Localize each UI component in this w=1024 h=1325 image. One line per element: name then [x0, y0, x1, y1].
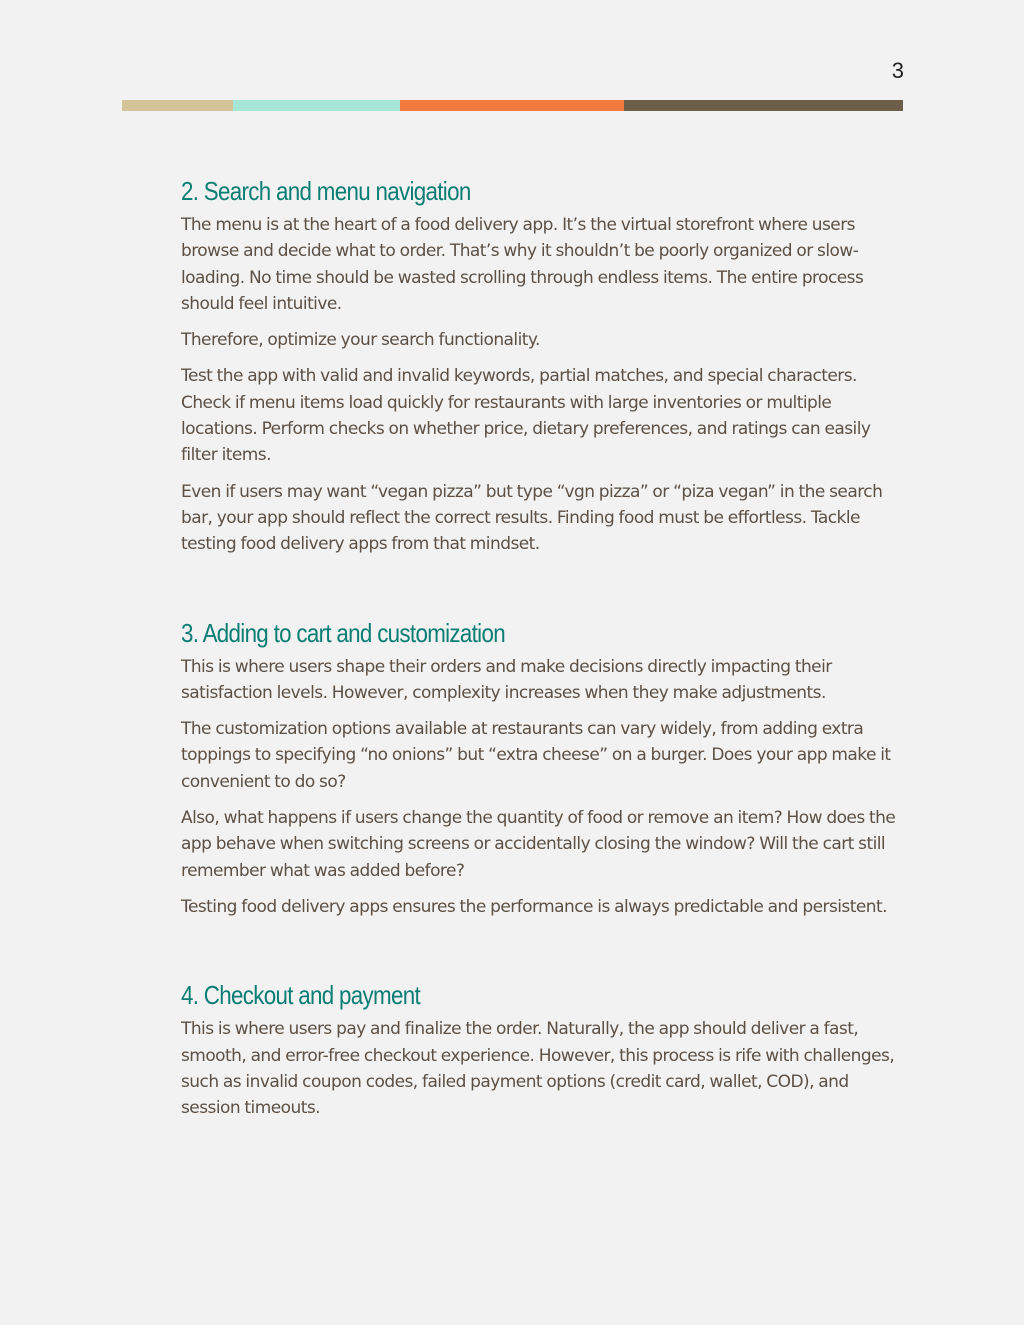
color-bar-segment-mint — [233, 100, 400, 111]
color-bar-segment-orange — [400, 100, 624, 111]
section-paragraph: The customization options available at restaurants can vary widely, from adding extra toppings to specifying “no onions” but “extra cheese” on a burger. Does your app make it convenient to do so? — [181, 719, 891, 792]
section-paragraph: This is where users shape their orders and make decisions directly impacting their satisfaction levels. However, complexity increases when they make adjustments. — [181, 656, 832, 703]
section-paragraph: Test the app with valid and invalid keywords, partial matches, and special characters. Check if menu items load quickly for restaurants with large inventories or multiple locations. Perform checks on whether price, dietary preferences, and ratings can easily filter items. — [181, 366, 871, 466]
page-number: 3 — [891, 58, 904, 83]
section-paragraph: Therefore, optimize your search functionality. — [181, 330, 540, 351]
section-search-menu-navigation — [181, 174, 906, 558]
section-paragraph: Even if users may want “vegan pizza” but type “vgn pizza” or “piza vegan” in the search bar, your app should reflect the correct results. Finding food must be effortless. Tackle testing food delivery apps from that mindset. — [181, 481, 883, 555]
section-heading: 4. Checkout and payment — [181, 980, 420, 1011]
section-cart-customization — [181, 616, 906, 921]
section-heading: 2. Search and menu navigation — [181, 176, 471, 206]
header-color-bar — [122, 100, 903, 111]
section-heading: 3. Adding to cart and customization — [181, 617, 505, 648]
section-paragraph: This is where users pay and finalize the order. Naturally, the app should deliver a fast, smooth, and error-free checkout experience. However, this process is rife with challenges, such as invalid coupon codes, failed payment options (credit card, wallet, COD), and session timeouts. — [181, 1019, 895, 1119]
section-checkout-payment — [181, 978, 906, 1121]
document-body — [181, 174, 906, 1121]
section-paragraph: The menu is at the heart of a food delivery app. It’s the virtual storefront where users browse and decide what to order. That’s why it shouldn’t be poorly organized or slow-loading. No time should be wasted scrolling through endless items. The entire process should feel intuitive. — [181, 215, 864, 314]
section-paragraph: Also, what happens if users change the quantity of food or remove an item? How does the app behave when switching screens or accidentally closing the window? Will the cart still remember what was added before? — [181, 808, 896, 881]
section-paragraph: Testing food delivery apps ensures the performance is always predictable and persistent. — [181, 896, 887, 917]
color-bar-segment-brown — [624, 100, 903, 111]
color-bar-segment-sand — [122, 100, 233, 111]
